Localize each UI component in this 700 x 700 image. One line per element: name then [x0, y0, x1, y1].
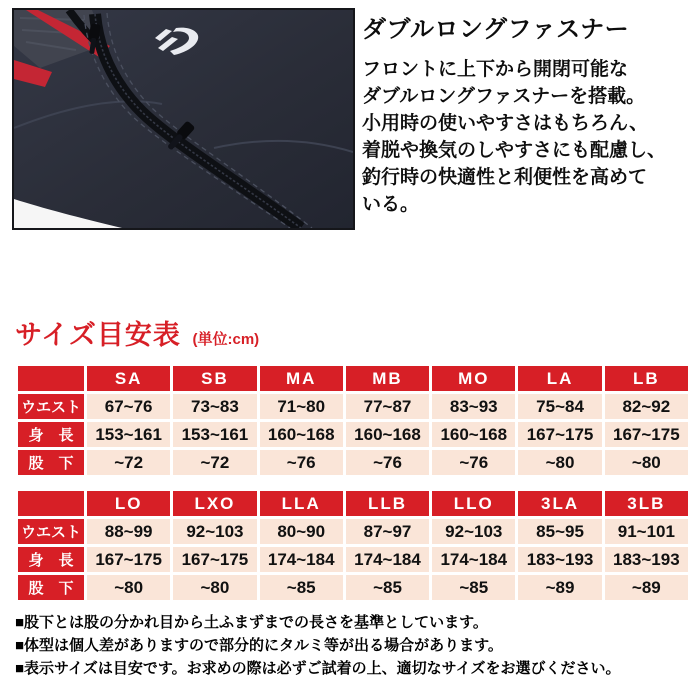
size-cell: 160~168 — [432, 422, 515, 447]
feature-line: 釣行時の快適性と利便性を高めて — [362, 167, 648, 188]
feature-line: いる。 — [362, 194, 420, 215]
size-chart-title: サイズ目安表 — [15, 320, 181, 350]
size-chart-heading — [15, 320, 691, 355]
feature-line: 着脱や換気のしやすさにも配慮し、 — [362, 140, 667, 161]
size-cell: ~85 — [432, 575, 515, 600]
size-cell: ~80 — [518, 450, 601, 475]
size-row-label: ウエスト — [18, 394, 84, 419]
size-cell: ~80 — [87, 575, 170, 600]
size-table-header-row — [18, 491, 688, 516]
size-cell: 183~193 — [518, 547, 601, 572]
size-cell: 77~87 — [346, 394, 429, 419]
feature-line: 小用時の使いやすさはもちろん、 — [362, 113, 649, 134]
size-cell: ~72 — [173, 450, 256, 475]
size-cell: 73~83 — [173, 394, 256, 419]
size-cell: 153~161 — [173, 422, 256, 447]
size-cell: 87~97 — [346, 519, 429, 544]
size-cell: 153~161 — [87, 422, 170, 447]
size-table-corner-cell — [18, 366, 84, 391]
size-row-label: ウエスト — [18, 519, 84, 544]
size-cell: 80~90 — [260, 519, 343, 544]
size-cell: ~76 — [346, 450, 429, 475]
size-cell: ~80 — [173, 575, 256, 600]
size-cell: 85~95 — [518, 519, 601, 544]
size-row-label: 身 長 — [18, 547, 84, 572]
feature-line: ダブルロングファスナーを搭載。 — [362, 86, 646, 107]
size-cell: 88~99 — [87, 519, 170, 544]
size-cell: 92~103 — [432, 519, 515, 544]
size-chart-section — [15, 320, 691, 680]
size-cell: 167~175 — [87, 547, 170, 572]
size-table-1 — [15, 363, 691, 478]
size-column-header: LXO — [173, 491, 256, 516]
size-cell: 167~175 — [518, 422, 601, 447]
size-cell: 92~103 — [173, 519, 256, 544]
size-column-header: MA — [260, 366, 343, 391]
size-cell: 82~92 — [605, 394, 688, 419]
size-table-row — [18, 422, 688, 447]
size-cell: 174~184 — [432, 547, 515, 572]
size-column-header: SA — [87, 366, 170, 391]
size-column-header: LB — [605, 366, 688, 391]
feature-body — [362, 56, 696, 218]
size-table-row — [18, 450, 688, 475]
size-cell: 160~168 — [260, 422, 343, 447]
size-cell: ~85 — [260, 575, 343, 600]
size-cell: ~76 — [260, 450, 343, 475]
size-table-header-row — [18, 366, 688, 391]
size-row-label: 股 下 — [18, 575, 84, 600]
size-row-label: 股 下 — [18, 450, 84, 475]
size-cell: ~76 — [432, 450, 515, 475]
size-cell: ~85 — [346, 575, 429, 600]
size-table-row — [18, 575, 688, 600]
size-cell: 167~175 — [605, 422, 688, 447]
size-cell: ~89 — [605, 575, 688, 600]
footnote: ■股下とは股の分かれ目から土ふまずまでの長さを基準としています。 — [15, 614, 488, 631]
size-column-header: SB — [173, 366, 256, 391]
footnotes — [15, 611, 691, 680]
product-photo — [12, 8, 355, 230]
size-cell: 71~80 — [260, 394, 343, 419]
size-cell: 174~184 — [260, 547, 343, 572]
size-column-header: LO — [87, 491, 170, 516]
footnote: ■表示サイズは目安です。お求めの際は必ずご試着の上、適切なサイズをお選びください。 — [15, 660, 621, 677]
size-table-row — [18, 394, 688, 419]
feature-line: フロントに上下から開閉可能な — [362, 59, 629, 80]
size-table-2 — [15, 488, 691, 603]
size-cell: 167~175 — [173, 547, 256, 572]
size-column-header: LLO — [432, 491, 515, 516]
size-column-header: MO — [432, 366, 515, 391]
size-column-header: LLB — [346, 491, 429, 516]
size-cell: 160~168 — [346, 422, 429, 447]
size-cell: ~72 — [87, 450, 170, 475]
size-cell: 91~101 — [605, 519, 688, 544]
size-cell: ~89 — [518, 575, 601, 600]
wetsuit-photo-graphic — [14, 10, 353, 228]
size-table-corner-cell — [18, 491, 84, 516]
size-cell: 174~184 — [346, 547, 429, 572]
size-cell: 83~93 — [432, 394, 515, 419]
feature-description — [362, 16, 696, 218]
size-row-label: 身 長 — [18, 422, 84, 447]
size-column-header: LA — [518, 366, 601, 391]
size-cell: 183~193 — [605, 547, 688, 572]
size-cell: 75~84 — [518, 394, 601, 419]
size-column-header: 3LB — [605, 491, 688, 516]
footnote: ■体型は個人差がありますので部分的にタルミ等が出る場合があります。 — [15, 637, 503, 654]
size-column-header: LLA — [260, 491, 343, 516]
size-column-header: MB — [346, 366, 429, 391]
size-column-header: 3LA — [518, 491, 601, 516]
size-chart-unit: (単位:cm) — [192, 331, 260, 348]
size-cell: ~80 — [605, 450, 688, 475]
size-table-row — [18, 547, 688, 572]
size-table-row — [18, 519, 688, 544]
feature-title: ダブルロングファスナー — [362, 16, 630, 43]
size-cell: 67~76 — [87, 394, 170, 419]
